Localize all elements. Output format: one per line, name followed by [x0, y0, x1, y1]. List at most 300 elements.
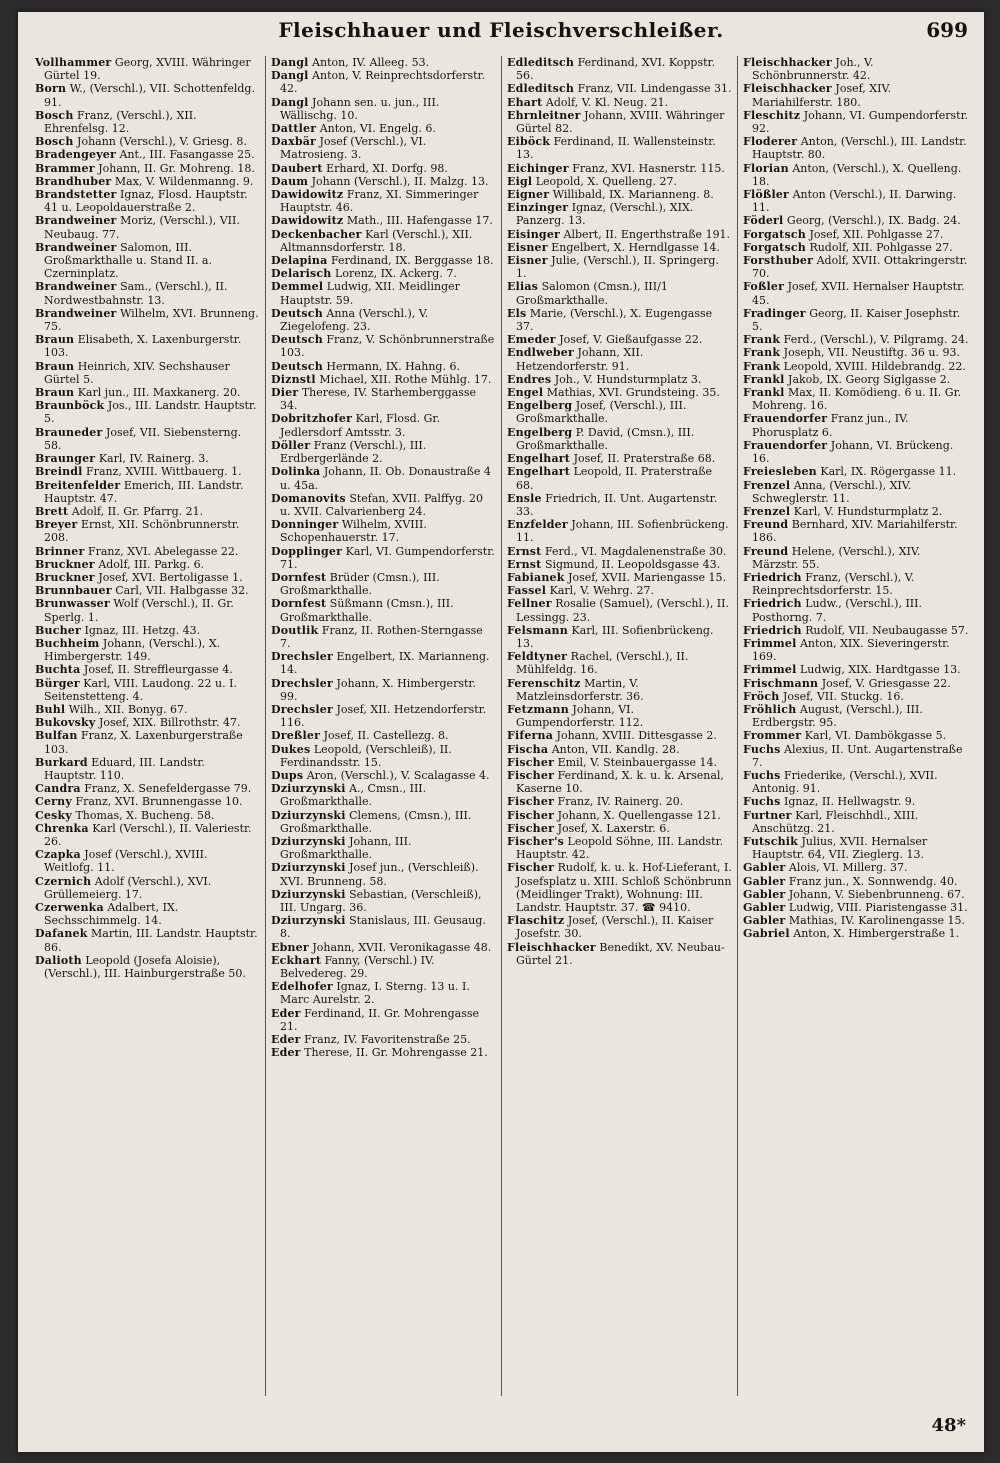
entry-surname: Fröhlich — [743, 702, 797, 716]
entry-surname: Dier — [271, 386, 299, 400]
entry-surname: Brinner — [35, 544, 85, 558]
directory-entry — [35, 307, 260, 333]
entry-details: Josef, VII. Siebensterng. 58. — [44, 425, 242, 452]
directory-entry — [507, 743, 732, 756]
directory-entry — [35, 545, 260, 558]
directory-entry — [35, 703, 260, 716]
directory-entry — [743, 795, 969, 808]
entry-surname: Dafanek — [35, 927, 88, 941]
entry-surname: Forgatsch — [743, 240, 806, 254]
directory-entry — [271, 122, 496, 135]
entry-details: Wilh., XII. Bonyg. 67. — [68, 702, 188, 716]
entry-surname: Enzfelder — [507, 518, 568, 532]
directory-entry — [35, 162, 260, 175]
entry-surname: Forgatsch — [743, 227, 806, 241]
entry-surname: Dangl — [271, 95, 309, 109]
entry-surname: Fleischhacker — [507, 940, 596, 954]
entry-surname: Fleischhacker — [743, 56, 832, 69]
entry-surname: Brunwasser — [35, 597, 110, 611]
directory-entry — [507, 465, 732, 491]
directory-entry — [35, 518, 260, 544]
entry-surname: Freiesleben — [743, 465, 817, 479]
directory-entry — [35, 82, 260, 108]
directory-entry — [271, 545, 496, 571]
entry-details: Karl, Flosd. Gr. Jedlersdorf Amtsstr. 3. — [280, 412, 440, 439]
entry-details: Carl, VII. Halbgasse 32. — [115, 584, 249, 598]
directory-entry — [271, 69, 496, 95]
entry-details: Ignaz, I. Sterng. 13 u. I. Marc Aurelstr. 2. — [280, 980, 470, 1007]
directory-entry — [507, 584, 732, 597]
entry-surname: Ebner — [271, 940, 309, 954]
entry-details: Ferdinand, II. Gr. Mohrengasse 21. — [280, 1006, 480, 1033]
entry-surname: Domanovits — [271, 491, 346, 505]
entry-details: Georg, XVIII. Währinger Gürtel 19. — [44, 56, 251, 83]
entry-details: Johann, X. Quellengasse 121. — [557, 808, 721, 822]
directory-entry — [271, 835, 496, 861]
entry-surname: Dukes — [271, 742, 311, 756]
entry-surname: Cesky — [35, 808, 72, 822]
directory-entry — [743, 214, 969, 227]
entry-surname: Brandstetter — [35, 188, 117, 202]
directory-entry — [507, 96, 732, 109]
entry-details: Rachel, (Verschl.), II. Mühlfeldg. 16. — [516, 650, 689, 677]
directory-entry — [743, 505, 969, 518]
entry-surname: Delarisch — [271, 267, 332, 281]
entry-details: Engelbert, IX. Marianneng. 14. — [280, 650, 490, 677]
entry-details: Jos., III. Landstr. Hauptstr. 5. — [44, 399, 257, 426]
entry-details: Alexius, II. Unt. Augartenstraße 7. — [752, 742, 963, 769]
directory-entry — [271, 267, 496, 280]
entry-details: Johann, XVIII. Währinger Gürtel 82. — [516, 108, 725, 136]
entry-surname: Gabler — [743, 887, 786, 901]
directory-entry — [507, 597, 732, 623]
directory-entry — [507, 571, 732, 584]
directory-entry — [35, 333, 260, 359]
directory-entry — [743, 769, 969, 795]
entry-surname: Fassel — [507, 584, 547, 598]
directory-entry — [507, 769, 732, 795]
directory-entry — [271, 703, 496, 729]
entry-surname: Bradengeyer — [35, 148, 116, 162]
entry-surname: Fischa — [507, 742, 549, 756]
directory-entry — [507, 835, 732, 861]
directory-entry — [271, 175, 496, 188]
entry-details: August, (Verschl.), III. Erdbergstr. 95. — [752, 702, 923, 730]
entry-surname: Eigl — [507, 174, 533, 188]
entry-details: Stefan, XVII. Palffyg. 20 u. XVII. Calvarienberg 24. — [280, 491, 484, 518]
entry-details: Josef, XIX. Billrothstr. 47. — [98, 716, 241, 730]
entry-surname: Frank — [743, 333, 781, 347]
entry-details: Georg, (Verschl.), IX. Badg. 24. — [786, 214, 961, 228]
entry-surname: Engelhart — [507, 465, 571, 479]
entry-details: Franz, XVI. Hasnerstr. 115. — [572, 161, 725, 175]
entry-surname: Buchheim — [35, 636, 100, 650]
entry-details: Johann, VI. Gumpendorferstr. 92. — [752, 108, 969, 136]
entry-details: Emil, V. Steinbauergasse 14. — [557, 755, 717, 769]
entry-details: Anna, (Verschl.), XIV. Schweglerstr. 11. — [752, 478, 912, 505]
directory-entry — [271, 280, 496, 306]
entry-surname: Born — [35, 82, 67, 96]
entry-surname: Ernst — [507, 544, 542, 558]
directory-entry — [35, 241, 260, 281]
entry-details: Josef (Verschl.), VI. Matrosieng. 3. — [280, 135, 427, 162]
directory-entry — [743, 743, 969, 769]
entry-surname: Flaschitz — [507, 914, 565, 928]
directory-entry — [35, 109, 260, 135]
directory-entry — [271, 162, 496, 175]
entry-surname: Feldtyner — [507, 650, 568, 664]
directory-entry — [743, 135, 969, 161]
entry-surname: Bürger — [35, 676, 80, 690]
entry-surname: Brandweiner — [35, 214, 117, 228]
directory-entry — [743, 729, 969, 742]
entry-surname: Fellner — [507, 597, 552, 611]
directory-entry — [743, 597, 969, 623]
entry-surname: Eichinger — [507, 161, 569, 175]
entry-surname: Daxbär — [271, 135, 317, 149]
entry-details: Ignaz, III. Hetzg. 43. — [84, 623, 201, 637]
entry-details: Anton, (Verschl.), III. Landstr. Hauptstr. 80. — [752, 135, 967, 162]
entry-details: W., (Verschl.), VII. Schottenfeldg. 91. — [44, 82, 255, 109]
entry-surname: Dreßler — [271, 729, 321, 743]
directory-entry — [271, 677, 496, 703]
directory-entry — [271, 188, 496, 214]
entry-surname: Frank — [743, 346, 781, 360]
entry-surname: Bruckner — [35, 570, 95, 584]
entry-details: Anton, (Verschl.), X. Quelleng. 18. — [752, 161, 962, 188]
entry-details: Süßmann (Cmsn.), III. Großmarkthalle. — [280, 597, 454, 624]
entry-details: Alois, VI. Millerg. 37. — [788, 861, 908, 875]
directory-entry — [35, 452, 260, 465]
entry-surname: Dangl — [271, 56, 309, 69]
directory-entry — [507, 545, 732, 558]
entry-details: Anton, XIX. Sieveringerstr. 169. — [752, 636, 950, 664]
entry-details: Josef, XIV. Mariahilferstr. 180. — [752, 82, 891, 109]
entry-surname: Frenzel — [743, 504, 791, 518]
entry-details: Franz, XVIII. Wittbauerg. 1. — [86, 465, 242, 479]
directory-entry — [743, 861, 969, 874]
directory-entry — [507, 373, 732, 386]
directory-entry — [743, 888, 969, 901]
entry-details: Karl (Verschl.), II. Valeriestr. 26. — [44, 821, 252, 848]
entry-surname: Fiferna — [507, 729, 554, 743]
directory-entry — [35, 954, 260, 980]
directory-entry — [743, 637, 969, 663]
entry-surname: Buchta — [35, 663, 81, 677]
entry-surname: Florian — [743, 161, 789, 175]
entry-surname: Frischmann — [743, 676, 819, 690]
directory-entry — [35, 729, 260, 755]
entry-details: Josef, V. Gießaufgasse 22. — [559, 333, 703, 347]
directory-entry — [507, 135, 732, 161]
entry-details: Brüder (Cmsn.), III. Großmarkthalle. — [280, 570, 440, 598]
entry-details: Joh., V. Schönbrunnerstr. 42. — [752, 56, 874, 83]
entry-details: Salomon, III. Großmarkthalle u. Stand II. a. Czerninplatz. — [44, 240, 212, 281]
entry-details: Johann, VI. Brückeng. 16. — [752, 438, 954, 466]
directory-entry — [507, 333, 732, 346]
entry-details: Rudolf, XII. Pohlgasse 27. — [809, 240, 953, 254]
entry-surname: Fischer — [507, 808, 555, 822]
entry-details: Math., III. Hafengasse 17. — [346, 214, 493, 228]
directory-entry — [35, 782, 260, 795]
entry-surname: Demmel — [271, 280, 324, 294]
directory-entry — [271, 360, 496, 373]
directory-entry — [743, 690, 969, 703]
entry-details: Franz (Verschl.), III. Erdbergerlände 2. — [280, 438, 427, 466]
entry-surname: Vollhammer — [35, 56, 112, 69]
entry-details: Benedikt, XV. Neubau-Gürtel 21. — [516, 940, 725, 967]
entry-details: Ernst, XII. Schönbrunnerstr. 208. — [44, 518, 240, 545]
entry-surname: Dawidowitz — [271, 188, 344, 202]
entry-details: Wilhelm, XVI. Brunneng. 75. — [44, 306, 259, 334]
entry-surname: Gabriel — [743, 927, 790, 941]
directory-entry — [743, 545, 969, 571]
directory-entry — [743, 188, 969, 214]
entry-details: Anton, VII. Kandlg. 28. — [551, 742, 680, 756]
entry-surname: Fuchs — [743, 742, 781, 756]
entry-surname: Brammer — [35, 161, 95, 175]
entry-details: Bernhard, XIV. Mariahilferstr. 186. — [752, 518, 958, 545]
directory-entry — [271, 597, 496, 623]
entry-surname: Drechsler — [271, 650, 333, 664]
directory-entry — [35, 135, 260, 148]
directory-entry — [743, 228, 969, 241]
entry-surname: Frenzel — [743, 478, 791, 492]
entry-surname: Brauneder — [35, 425, 103, 439]
entry-details: Thomas, X. Bucheng. 58. — [75, 808, 215, 822]
directory-entry — [271, 980, 496, 1006]
entry-surname: Emeder — [507, 333, 556, 347]
column-3 — [502, 56, 738, 1396]
entry-surname: Deckenbacher — [271, 227, 362, 241]
entry-surname: Furtner — [743, 808, 792, 822]
directory-entry — [743, 901, 969, 914]
entry-details: Leopold, X. Quelleng. 27. — [535, 174, 677, 188]
directory-entry — [35, 214, 260, 240]
entry-details: A., Cmsn., III. Großmarkthalle. — [280, 782, 427, 809]
entry-surname: Fischer — [507, 755, 555, 769]
entry-surname: Fradinger — [743, 306, 806, 320]
entry-details: Anton, V. Reinprechtsdorferstr. 42. — [280, 69, 486, 96]
entry-details: Johann, X. Himbergerstr. 99. — [280, 676, 476, 703]
directory-entry — [507, 822, 732, 835]
entry-surname: Fischer — [507, 795, 555, 809]
directory-entry — [507, 399, 732, 425]
directory-entry — [35, 571, 260, 584]
directory-entry — [271, 782, 496, 808]
entry-details: Ignaz, II. Hellwagstr. 9. — [784, 795, 916, 809]
entry-details: Karl, IV. Rainerg. 3. — [98, 452, 209, 466]
entry-surname: Frank — [743, 359, 781, 373]
entry-details: Ludwig, VIII. Piaristengasse 31. — [788, 901, 968, 914]
entry-surname: Friedrich — [743, 570, 802, 584]
entry-surname: Ehart — [507, 95, 543, 109]
directory-entry — [271, 888, 496, 914]
entry-details: Josef, X. Laxerstr. 6. — [557, 821, 670, 835]
entry-details: Julius, XVII. Hernalser Hauptstr. 64, VII. Zieglerg. 13. — [752, 834, 928, 862]
entry-details: Elisabeth, X. Laxenburgerstr. 103. — [44, 333, 242, 360]
entry-surname: Föderl — [743, 214, 784, 228]
entry-surname: Fleischhacker — [743, 82, 832, 96]
entry-surname: Eisner — [507, 254, 548, 268]
entry-surname: Drechsler — [271, 676, 333, 690]
entry-details: Anton, X. Himbergerstraße 1. — [793, 927, 960, 941]
entry-surname: Edleditsch — [507, 82, 575, 96]
entry-surname: Burkard — [35, 755, 88, 769]
entry-surname: Einzinger — [507, 201, 569, 215]
directory-entry — [743, 465, 969, 478]
entry-details: Franz, (Verschl.), V. Reinprechtsdorferstr. 15. — [752, 570, 915, 598]
entry-surname: Frankl — [743, 386, 785, 400]
entry-details: Salomon (Cmsn.), III/1 Großmarkthalle. — [516, 280, 668, 307]
entry-surname: Brandhuber — [35, 174, 112, 188]
entry-surname: Breindl — [35, 465, 83, 479]
column-4 — [738, 56, 974, 1396]
directory-entry — [271, 809, 496, 835]
directory-entry — [35, 188, 260, 214]
page-header — [18, 12, 984, 54]
entry-details: Heinrich, XIV. Sechshauser Gürtel 5. — [44, 359, 230, 386]
entry-surname: Fischer — [507, 821, 555, 835]
directory-entry — [507, 558, 732, 571]
entry-surname: Doutlik — [271, 623, 319, 637]
entry-details: Karl, III. Sofienbrückeng. 13. — [516, 623, 714, 650]
entry-details: Michael, XII. Rothe Mühlg. 17. — [319, 372, 492, 386]
directory-entry — [35, 426, 260, 452]
entry-surname: Daubert — [271, 161, 323, 175]
entry-details: Ludwig, XII. Meidlinger Hauptstr. 59. — [280, 280, 460, 307]
entry-details: Johann, XII. Hetzendorferstr. 91. — [516, 346, 644, 373]
directory-entry — [507, 280, 732, 306]
entry-details: Rosalie (Samuel), (Verschl.), II. Lessingg. 23. — [516, 597, 729, 624]
entry-details: Leopold Söhne, III. Landstr. Hauptstr. 42. — [516, 834, 724, 862]
directory-entry — [35, 901, 260, 927]
directory-entry — [271, 492, 496, 518]
entry-details: Ant., III. Fasangasse 25. — [119, 148, 255, 162]
directory-entry — [743, 346, 969, 359]
directory-entry — [271, 769, 496, 782]
directory-entry — [507, 677, 732, 703]
directory-entry — [507, 162, 732, 175]
entry-surname: Frauendorfer — [743, 412, 828, 426]
entry-details: P. David, (Cmsn.), III. Großmarkthalle. — [516, 425, 695, 452]
directory-entry — [35, 637, 260, 663]
entry-details: Karl (Verschl.), XII. Altmannsdorferstr. 18. — [280, 227, 473, 254]
entry-details: Mathias, XVI. Grundsteing. 35. — [546, 386, 720, 400]
entry-details: Josef jun., (Verschleiß). XVI. Brunneng. 58. — [280, 861, 479, 888]
entry-details: Franz, (Verschl.), XII. Ehrenfelsg. 12. — [44, 108, 197, 136]
directory-entry — [743, 571, 969, 597]
directory-entry — [743, 624, 969, 637]
entry-details: Albert, II. Engerthstraße 191. — [563, 227, 731, 241]
entry-surname: Braun — [35, 386, 75, 400]
entry-surname: Dziurzynski — [271, 914, 346, 928]
entry-surname: Frimmel — [743, 663, 797, 677]
entry-surname: Ehrnleitner — [507, 108, 581, 122]
directory-entry — [35, 875, 260, 901]
entry-surname: Fabianek — [507, 570, 565, 584]
directory-entry — [507, 109, 732, 135]
entry-surname: Edelhofer — [271, 980, 333, 994]
entry-details: Josef, II. Streffleurgasse 4. — [83, 663, 233, 677]
entry-surname: Forsthuber — [743, 254, 814, 268]
directory-entry — [507, 175, 732, 188]
entry-surname: Daum — [271, 174, 309, 188]
entry-details: Karl, V. Wehrg. 27. — [549, 584, 654, 598]
entry-surname: Cerny — [35, 795, 72, 809]
directory-entry — [507, 188, 732, 201]
entry-details: Franz jun., X. Sonnwendg. 40. — [788, 874, 958, 888]
entry-details: Sebastian, (Verschleiß), III. Ungarg. 36. — [280, 887, 482, 914]
entry-details: Wilhelm, XVIII. Schopenhauerstr. 17. — [280, 518, 427, 545]
directory-entry — [507, 703, 732, 729]
directory-entry — [507, 518, 732, 544]
entry-surname: Frimmel — [743, 636, 797, 650]
entry-surname: Dopplinger — [271, 544, 343, 558]
entry-surname: Eder — [271, 1046, 301, 1060]
entry-details: Emerich, III. Landstr. Hauptstr. 47. — [44, 478, 244, 505]
entry-surname: Friedrich — [743, 597, 802, 611]
entry-surname: Dobritzhofer — [271, 412, 353, 426]
directory-entry — [271, 465, 496, 491]
entry-surname: Dornfest — [271, 597, 327, 611]
directory-entry — [743, 373, 969, 386]
directory-entry — [271, 412, 496, 438]
directory-entry — [35, 399, 260, 425]
entry-details: Johann (Verschl.), II. Malzg. 13. — [311, 174, 489, 188]
directory-entry — [743, 109, 969, 135]
entry-details: Willibald, IX. Marianneng. 8. — [552, 188, 714, 202]
entry-details: Sigmund, II. Leopoldsgasse 43. — [544, 557, 721, 571]
entry-surname: Dangl — [271, 69, 309, 83]
entry-surname: Eisinger — [507, 227, 561, 241]
directory-entry — [35, 716, 260, 729]
entry-surname: Gabler — [743, 914, 786, 928]
directory-entry — [271, 1046, 496, 1059]
entry-surname: Deutsch — [271, 333, 323, 347]
entry-details: Franz, IV. Favoritenstraße 25. — [304, 1033, 471, 1047]
entry-details: Franz, X. Senefeldergasse 79. — [84, 782, 252, 796]
directory-entry — [743, 254, 969, 280]
directory-entry — [507, 228, 732, 241]
directory-entry — [507, 56, 732, 82]
entry-surname: Fischer — [507, 861, 555, 875]
entry-details: Franz, VII. Lindengasse 31. — [577, 82, 732, 96]
entry-details: Adolf, XVII. Ottakringerstr. 70. — [752, 254, 968, 281]
entry-surname: Eckhart — [271, 953, 322, 967]
directory-entry — [743, 914, 969, 927]
directory-entry — [35, 505, 260, 518]
directory-entry — [271, 941, 496, 954]
entry-details: Erhard, XI. Dorfg. 98. — [326, 161, 448, 175]
entry-details: Lorenz, IX. Ackerg. 7. — [335, 267, 457, 281]
entry-details: Josef, (Verschl.), II. Kaiser Josefstr. 30. — [516, 914, 714, 941]
entry-details: Friederike, (Verschl.), XVII. Antonig. 91. — [752, 768, 938, 796]
directory-entry — [743, 241, 969, 254]
entry-surname: Braun — [35, 359, 75, 373]
directory-entry — [507, 307, 732, 333]
directory-entry — [35, 663, 260, 676]
directory-entry — [743, 307, 969, 333]
entry-details: Ignaz, (Verschl.), XIX. Panzerg. 13. — [516, 201, 694, 228]
entry-surname: Els — [507, 306, 527, 320]
entry-details: Helene, (Verschl.), XIV. Märzstr. 55. — [752, 544, 921, 571]
entry-details: Marie, (Verschl.), X. Eugengasse 37. — [516, 306, 713, 334]
directory-entry — [743, 386, 969, 412]
entry-surname: Frankl — [743, 372, 785, 386]
entry-surname: Deutsch — [271, 306, 323, 320]
page-title: Fleischhauer und Fleischverschleißer. — [278, 18, 724, 42]
